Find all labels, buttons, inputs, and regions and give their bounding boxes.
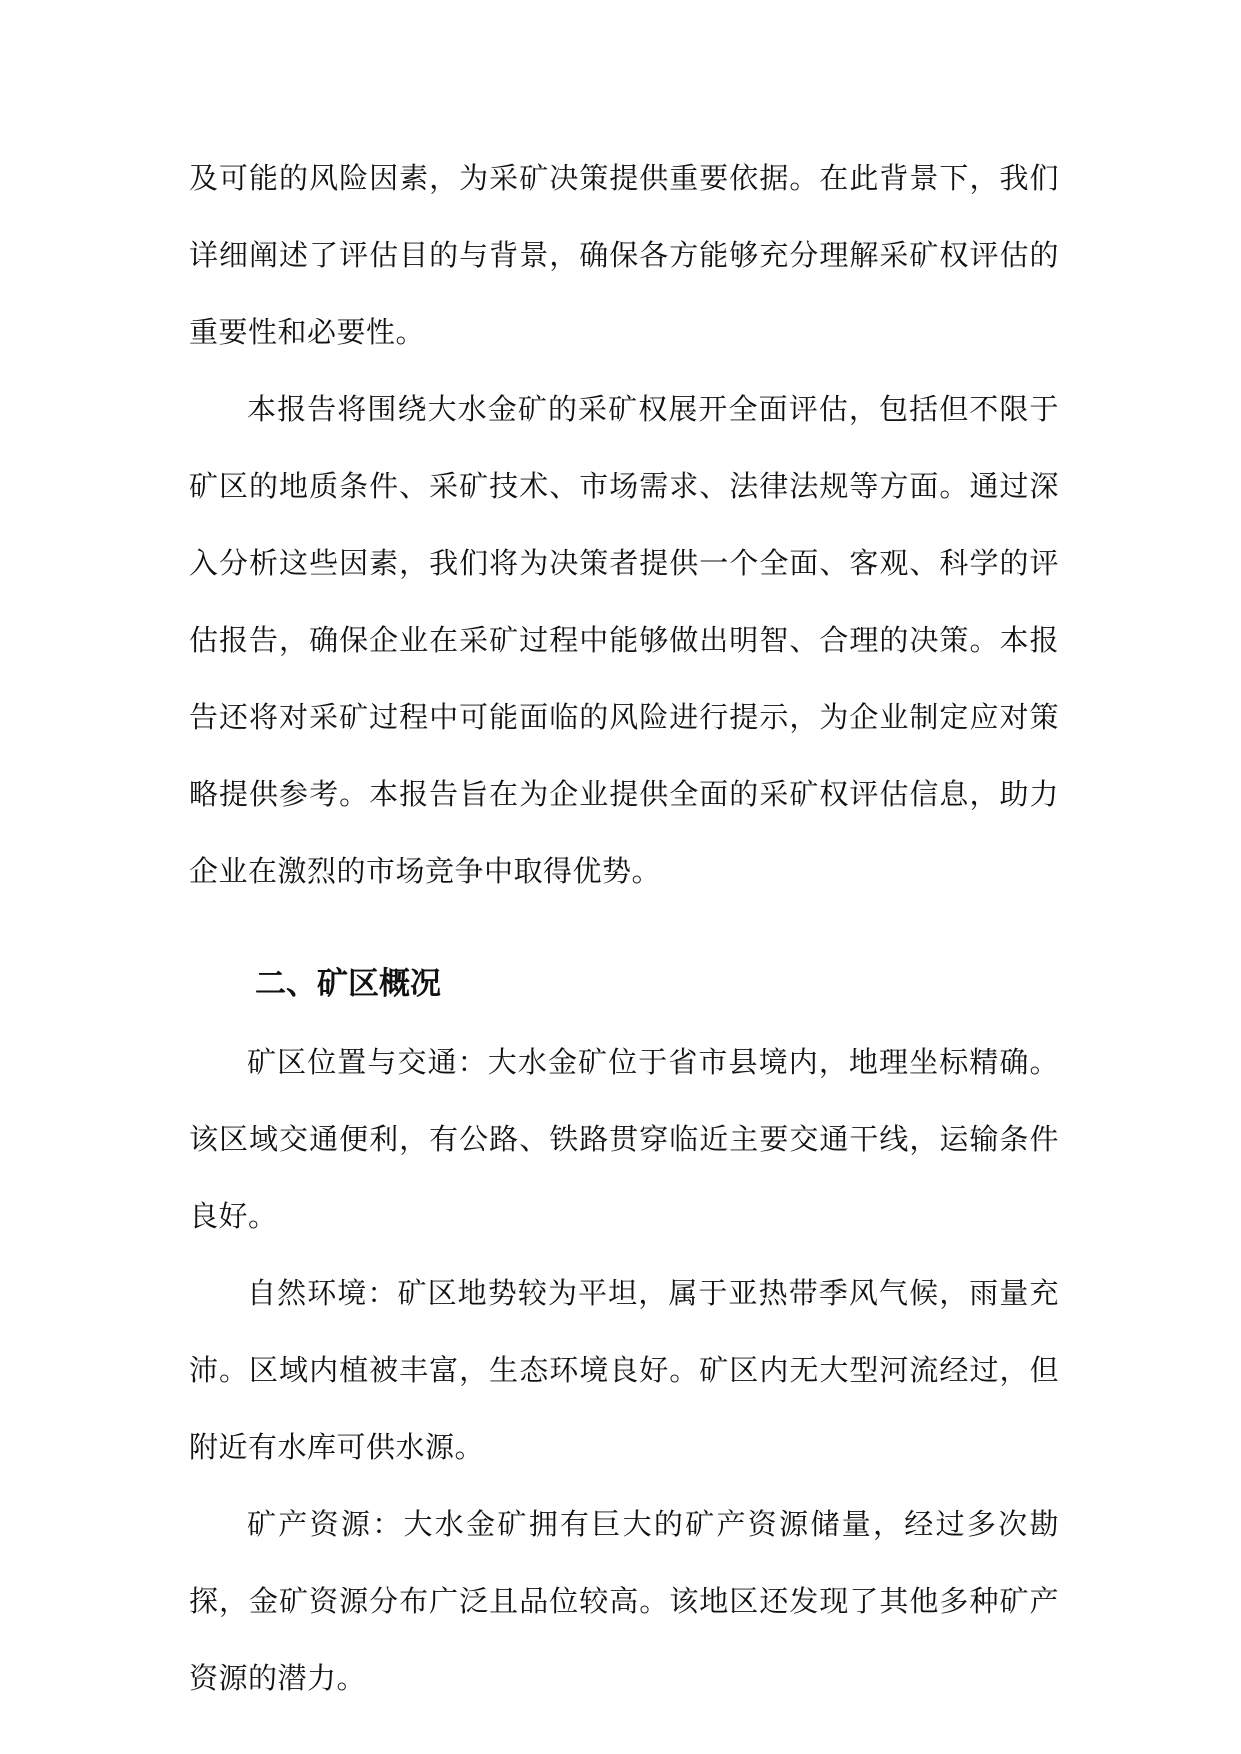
body-paragraph: 矿产资源：大水金矿拥有巨大的矿产资源储量，经过多次勘探，金矿资源分布广泛且品位较高。该地区还发现了其他多种矿产资源的潜力。 <box>189 1507 1059 1695</box>
section-heading: 二、矿区概况 <box>255 966 441 1002</box>
body-paragraph: 自然环境：矿区地势较为平坦，属于亚热带季风气候，雨量充沛。区域内植被丰富，生态环境良好。矿区内无大型河流经过，但附近有水库可供水源。 <box>189 1276 1059 1464</box>
body-paragraph: 矿区位置与交通：大水金矿位于省市县境内，地理坐标精确。该区域交通便利，有公路、铁路贯穿临近主要交通干线，运输条件良好。 <box>189 1045 1059 1233</box>
document-body <box>189 140 1059 1717</box>
body-paragraph: 及可能的风险因素，为采矿决策提供重要依据。在此背景下，我们详细阐述了评估目的与背景，确保各方能够充分理解采矿权评估的重要性和必要性。 <box>189 161 1059 349</box>
body-paragraph: 本报告将围绕大水金矿的采矿权展开全面评估，包括但不限于矿区的地质条件、采矿技术、市场需求、法律法规等方面。通过深入分析这些因素，我们将为决策者提供一个全面、客观、科学的评估报告，确保企业在采矿过程中能够做出明智、合理的决策。本报告还将对采矿过程中可能面临的风险进行提示，为企业制定应对策略提供参考。本报告旨在为企业提供全面的采矿权评估信息，助力企业在激烈的市场竞争中取得优势。 <box>189 392 1059 888</box>
